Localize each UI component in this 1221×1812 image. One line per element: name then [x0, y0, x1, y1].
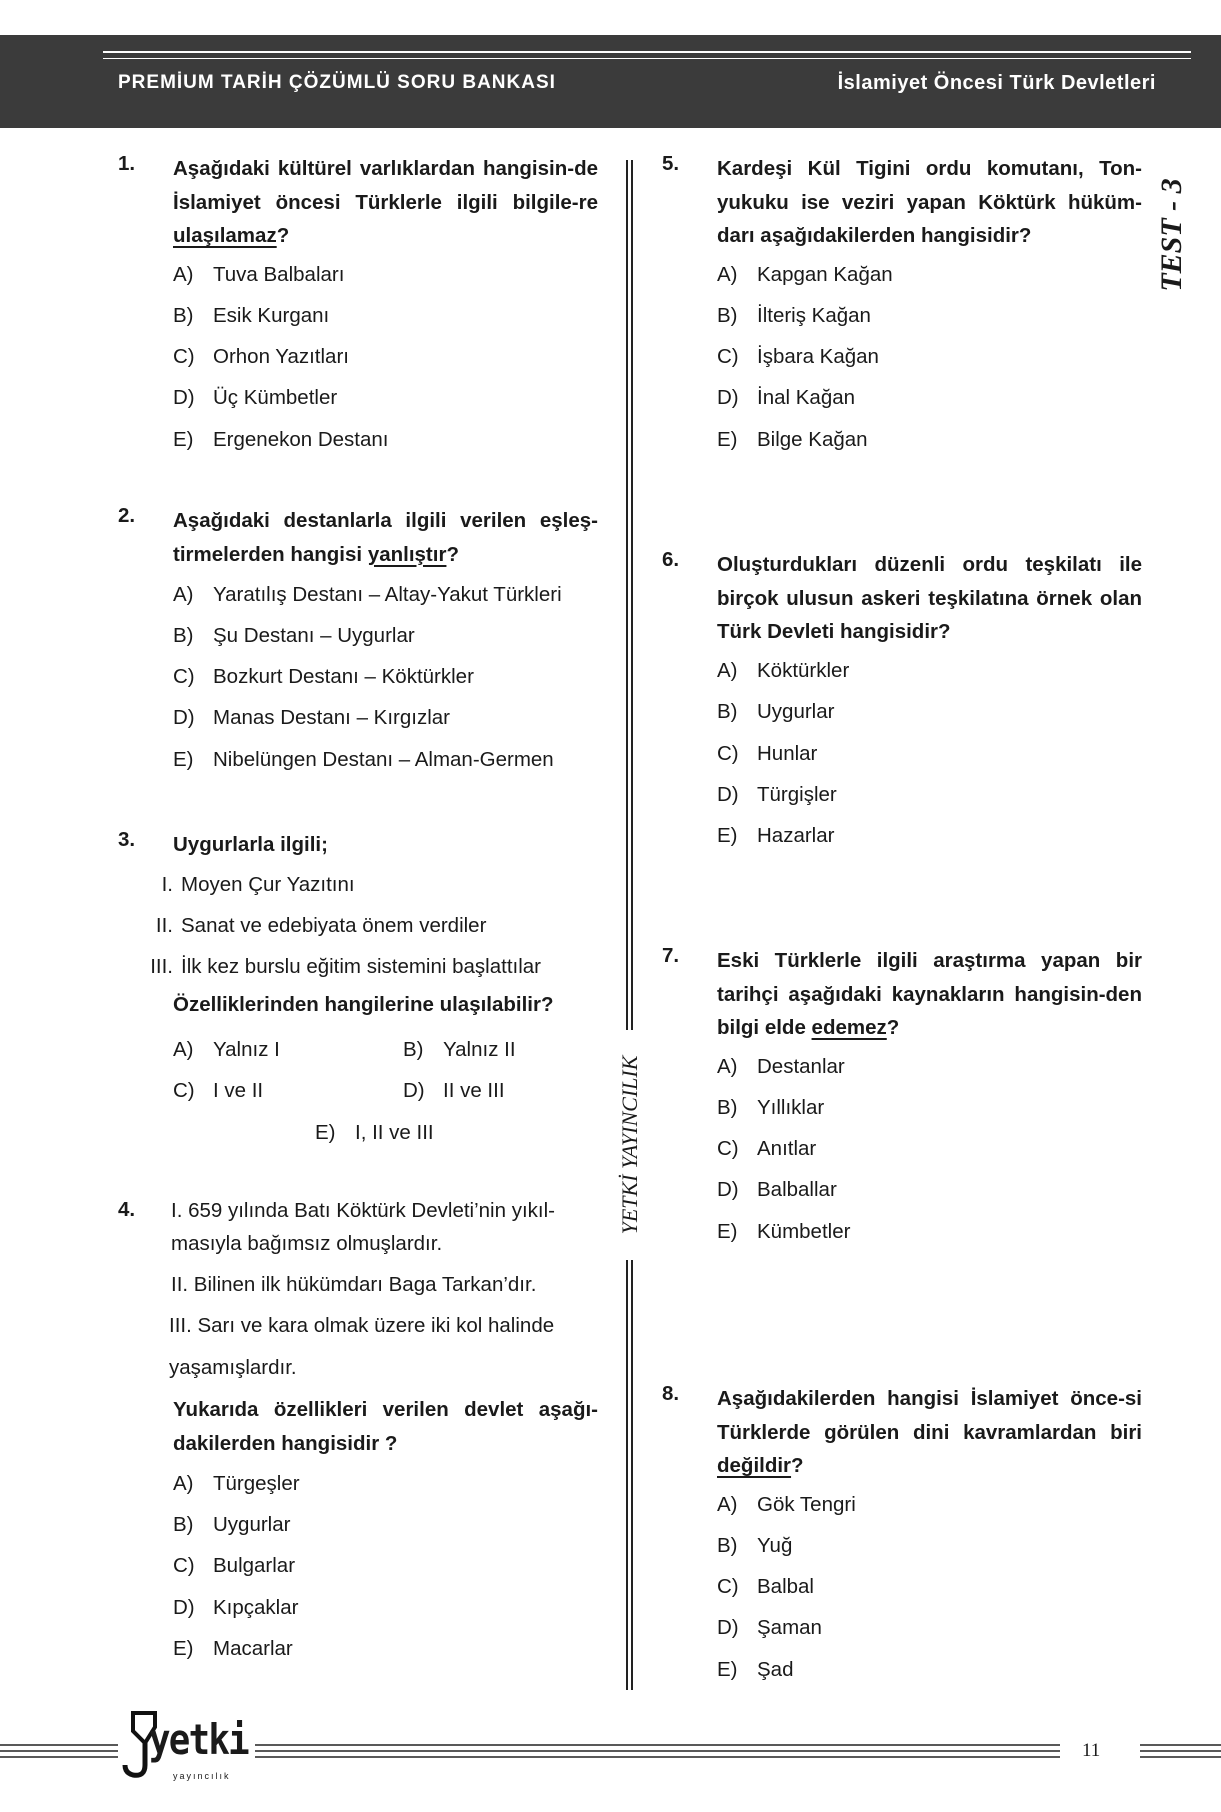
option-e[interactable]: E) Hazarlar — [717, 824, 835, 847]
publisher-vertical-label: YETKİ YAYINCILIK — [604, 1030, 656, 1260]
option-a[interactable]: A) Türgeşler — [173, 1472, 300, 1495]
option-b[interactable]: B) Şu Destanı – Uygurlar — [173, 624, 415, 647]
unit-title: İslamiyet Öncesi Türk Devletleri — [837, 72, 1156, 94]
header-rule — [103, 51, 1191, 53]
option-a[interactable]: A) Köktürkler — [717, 659, 850, 682]
question-prompt: Özelliklerinden hangilerine ulaşılabilir? — [173, 993, 554, 1016]
option-a[interactable]: A) Destanlar — [717, 1055, 845, 1078]
statement-line: I. 659 yılında Batı Köktürk Devleti’nin yıkıl- — [171, 1199, 555, 1222]
option-c[interactable]: C) İşbara Kağan — [717, 345, 879, 368]
question-stem: Oluşturdukları düzenli ordu teşkilatı ile birçok ulusun askeri teşkilatına örnek olan Türk Devleti hangisidir? — [717, 553, 1142, 643]
option-a[interactable]: A) Tuva Balbaları — [173, 263, 345, 286]
option-d[interactable]: D) Türgişler — [717, 783, 837, 806]
question-number: 1. — [118, 152, 136, 175]
option-a[interactable]: A) Kapgan Kağan — [717, 263, 893, 286]
question-stem: Aşağıdaki destanlarla ilgili verilen eşleş-tirmelerden hangisi yanlıştır? — [173, 509, 598, 566]
option-b[interactable]: B) Yalnız II — [403, 1038, 516, 1061]
option-a[interactable]: A) Gök Tengri — [717, 1493, 856, 1516]
question-prompt: Yukarıda özellikleri verilen devlet aşağı-dakilerden hangisidir ? — [173, 1398, 598, 1455]
option-d[interactable]: D) Manas Destanı – Kırgızlar — [173, 706, 450, 729]
header-rule — [103, 58, 1191, 59]
option-b[interactable]: B) Yıllıklar — [717, 1096, 825, 1119]
question-stem: Eski Türklerle ilgili araştırma yapan bir tarihçi aşağıdaki kaynakların hangisin-den bilgi elde edemez? — [717, 949, 1142, 1039]
question-stem: Aşağıdaki kültürel varlıklardan hangisin-de İslamiyet öncesi Türklerle ilgili bilgile-re ulaşılamaz? — [173, 157, 598, 247]
column-divider — [626, 160, 633, 1690]
publisher-logo — [115, 1705, 255, 1795]
statement-line: III. Sarı ve kara olmak üzere iki kol halinde — [169, 1314, 555, 1337]
statement-1: I. Moyen Çur Yazıtını — [161, 873, 355, 896]
option-e[interactable]: E) Şad — [717, 1658, 794, 1681]
option-c[interactable]: C) Anıtlar — [717, 1137, 817, 1160]
question-stem: Kardeşi Kül Tigini ordu komutanı, Ton-yukuku ise veziri yapan Köktürk hüküm-darı aşağıdakilerden hangisidir? — [717, 157, 1142, 247]
option-b[interactable]: B) İlteriş Kağan — [717, 304, 871, 327]
option-d[interactable]: D) Balballar — [717, 1178, 837, 1201]
option-c[interactable]: C) Hunlar — [717, 742, 818, 765]
option-e[interactable]: E) Ergenekon Destanı — [173, 428, 389, 451]
option-c[interactable]: C) Balbal — [717, 1575, 814, 1598]
statement-line: masıyla bağımsız olmuşlardır. — [171, 1232, 443, 1255]
option-c[interactable]: C) Bozkurt Destanı – Köktürkler — [173, 665, 474, 688]
question-number: 8. — [662, 1382, 680, 1405]
question-number: 7. — [662, 944, 680, 967]
logo-subtext: yayıncılık — [173, 1771, 231, 1781]
option-e[interactable]: E) Kümbetler — [717, 1220, 851, 1243]
option-e[interactable]: E) I, II ve III — [315, 1121, 434, 1144]
option-e[interactable]: E) Macarlar — [173, 1637, 293, 1660]
option-a[interactable]: A) Yaratılış Destanı – Altay-Yakut Türkleri — [173, 583, 562, 606]
question-number: 6. — [662, 548, 680, 571]
option-a[interactable]: A) Yalnız I — [173, 1038, 280, 1061]
option-b[interactable]: B) Uygurlar — [717, 700, 835, 723]
question-number: 5. — [662, 152, 680, 175]
option-d[interactable]: D) İnal Kağan — [717, 386, 856, 409]
option-b[interactable]: B) Uygurlar — [173, 1513, 291, 1536]
book-title: PREMİUM TARİH ÇÖZÜMLÜ SORU BANKASI — [118, 72, 556, 93]
option-c[interactable]: C) Bulgarlar — [173, 1554, 296, 1577]
option-e[interactable]: E) Nibelüngen Destanı – Alman-Germen — [173, 748, 554, 771]
page-header — [0, 35, 1221, 128]
option-d[interactable]: D) Üç Kümbetler — [173, 386, 338, 409]
test-label: TEST - 3 — [1155, 178, 1188, 292]
statement-line: yaşamışlardır. — [169, 1356, 297, 1379]
option-c[interactable]: C) I ve II — [173, 1079, 264, 1102]
logo-text: yetki — [149, 1715, 248, 1764]
option-d[interactable]: D) Kıpçaklar — [173, 1596, 299, 1619]
question-stem: Uygurlarla ilgili; — [173, 833, 328, 856]
question-number: 3. — [118, 828, 136, 851]
option-c[interactable]: C) Orhon Yazıtları — [173, 345, 349, 368]
question-number: 4. — [118, 1198, 136, 1221]
option-b[interactable]: B) Esik Kurganı — [173, 304, 330, 327]
statement-2: II. Sanat ve edebiyata önem verdiler — [155, 914, 487, 937]
statement-3: III. İlk kez burslu eğitim sistemini başlattılar — [150, 955, 542, 978]
option-e[interactable]: E) Bilge Kağan — [717, 428, 868, 451]
option-b[interactable]: B) Yuğ — [717, 1534, 793, 1557]
statement-line: II. Bilinen ilk hükümdarı Baga Tarkan’dır. — [171, 1273, 537, 1296]
question-stem: Aşağıdakilerden hangisi İslamiyet önce-si Türklerde görülen dini kavramlardan biri değildir? — [717, 1387, 1142, 1477]
page-number: 11 — [1082, 1740, 1101, 1761]
question-number: 2. — [118, 504, 136, 527]
option-d[interactable]: D) Şaman — [717, 1616, 822, 1639]
option-d[interactable]: D) II ve III — [403, 1079, 505, 1102]
